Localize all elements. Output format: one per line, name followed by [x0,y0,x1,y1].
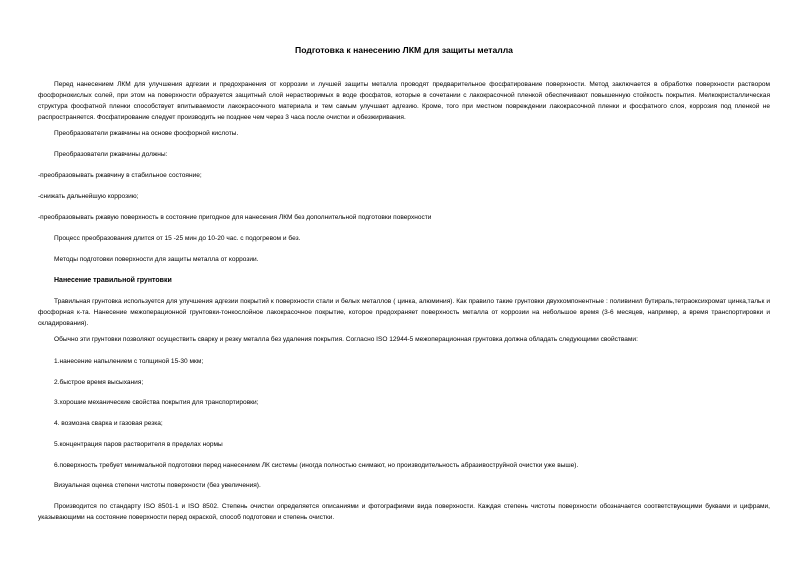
converter-list-item: -снижать дальнейшую коррозию; [38,193,139,200]
methods-paragraph: Методы подготовки поверхности для защиты металла от коррозии. [54,256,259,263]
property-list-item: 4. возмозна сварка и газовая резка; [54,420,163,427]
converters-intro-paragraph: Преобразователи ржавчины на основе фосфорной кислоты. [54,130,239,137]
converters-must-paragraph: Преобразователи ржавчины должны: [54,151,168,158]
property-list-item: 5.концентрация паров растворителя в пределах нормы [54,441,223,448]
converter-list-item: -преобразовывать ржавчину в стабильное состояние; [38,172,202,179]
property-list-item: 3.хорошие механические свойства покрытия для транспортировки; [54,399,259,406]
section-heading: Нанесение травильной грунтовки [54,277,172,284]
property-list-item: 2.быстрое время высыхания; [54,379,144,386]
document-page [38,0,770,571]
converter-list-item: -преобразовывать ржавую поверхность в состояние пригодное для нанесения ЛКМ без дополнительной подготовки поверхности [38,214,432,221]
process-time-paragraph: Процесс преобразования длится от 15 -25 мин до 10-20 час. с подогревом и без. [54,235,301,242]
property-list-item: 1.нанесение напылением с толщиной 15-30 мкм; [54,358,204,365]
welding-paragraph: Обычно эти грунтовки позволяют осуществить сварку и резку металла без удаления покрытия. Согласно ISO 12944-5 межоперационная грунтовка должна обладать следующими свойствами: [54,336,638,343]
visual-check-paragraph: Визуальная оценка степени чистоты поверхности (без увеличения). [54,482,261,489]
property-list-item: 6.поверхность требует минимальной подготовки перед нанесением ЛК системы (иногда полностью снимают, но производительность абразивоструйной очистки уже выше). [54,462,579,469]
standards-paragraph: Производится по стандарту ISO 8501-1 и ISO 8502. Степень очистки определяется описаниями и фотографиями вида поверхности. Каждая степень чистоты поверхности обозначается соответствующими буквами и цифрами, указывающими на состояние поверхности перед окраской, способ подготовки и степень очистки. [38,503,770,521]
intro-paragraph: Перед нанесением ЛКМ для улучшения адгезии и предохранения от коррозии и лучшей защиты металла проводят предварительное фосфатирование поверхности. Метод заключается в обработке поверхности раствором фосфорнокислых солей, при этом на поверхности образуется защитный слой нерастворимых в воде фосфатов, которые в сочетании с лакокрасочной пленкой обеспечивают повышенную стойкость покрытия. Мелкокристаллическая структура фосфатной пленки способствует впитываемости лакокрасочного материала и тем самым улучшает адгезию. Кроме, того при местном повреждении лакокрасочной пленки и фосфатного слоя, коррозия под пленкой не распространяется. Фосфатирование следует производить не позднее чем через 3 часа после очистки и обезжиривания. [38,81,770,121]
document-title: Подготовка к нанесению ЛКМ для защиты металла [295,45,513,55]
primer-paragraph: Травильная грунтовка используется для улучшения адгезии покрытий к поверхности стали и белых металлов ( цинка, алюминия). Как правило такие грунтовки двухкомпонентные : поливинил бутираль,тетраоксихромат цинка,тальк и фосфорная к-та. Нанесение межоперационной грунтовки-тонкослойное лакокрасочное покрытие, которое предохраняет поверхность металла от коррозии на небольшое время (3-6 месяцев, например, а время транспортировки и складирования). [38,298,770,327]
